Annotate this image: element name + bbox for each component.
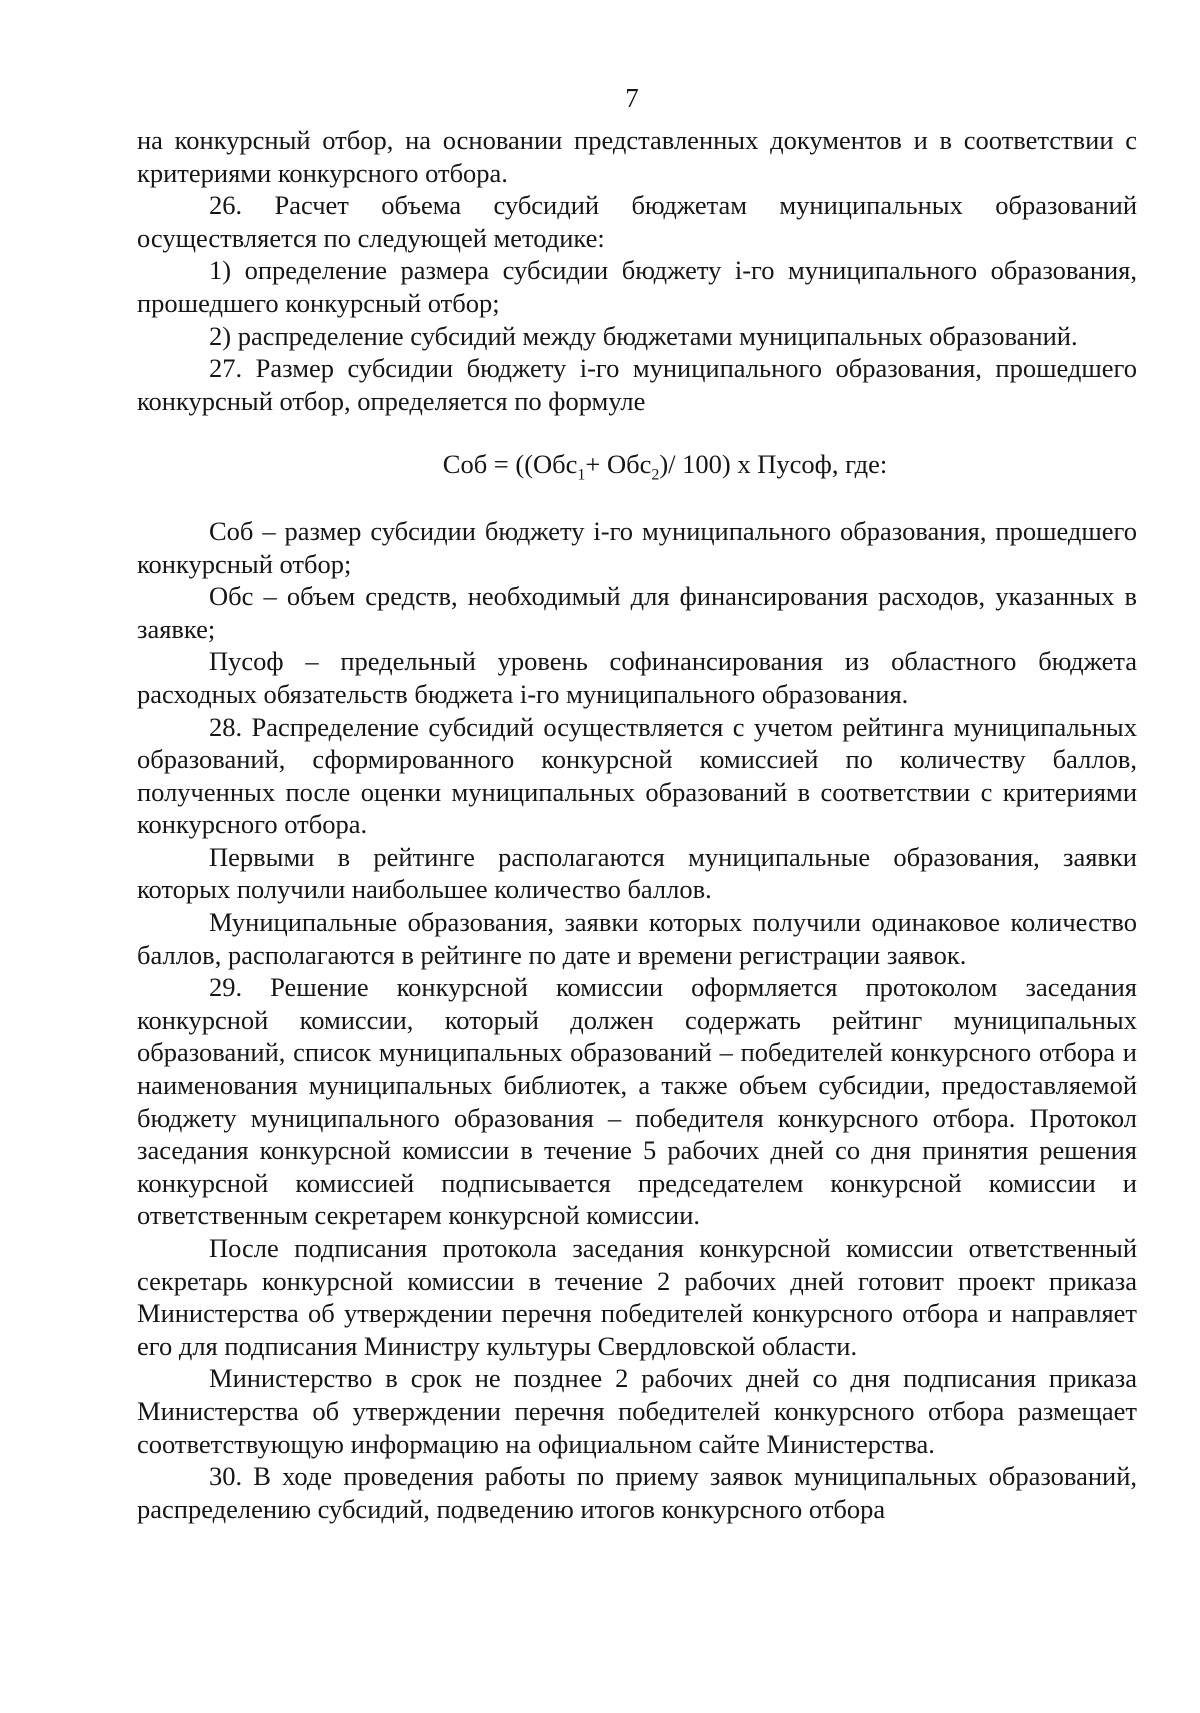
paragraph-after-signing: После подписания протокола заседания конкурсной комиссии ответственный секретарь конкурсной комиссии в течение 2 рабочих дней готовит проект приказа Министерства об утверждении перечня победителей конкурсного отбора и направляет его для подписания Министру культуры Свердловской области. (137, 1233, 1137, 1361)
formula-part-lhs: Соб = ((Обс (442, 449, 578, 480)
formula-subscript-1: 1 (577, 466, 586, 484)
paragraph-29: 29. Решение конкурсной комиссии оформляется протоколом заседания конкурсной комиссии, который должен содержать рейтинг муниципальных образований, список муниципальных образований – победителей конкурсного отбора и наименования муниципальных библиотек, а также объем субсидии, предоставляемой бюджету муниципального образования – победителя конкурсного отбора. Протокол заседания конкурсной комиссии в течение 5 рабочих дней со дня принятия решения конкурсной комиссией подписывается председателем конкурсной комиссии и ответственным секретарем конкурсной комиссии. (137, 972, 1137, 1231)
paragraph-continuation: на конкурсный отбор, на основании представленных документов и в соответствии с критериями конкурсного отбора. (137, 125, 1137, 188)
subsidy-formula (137, 448, 1137, 484)
paragraph-28: 28. Распределение субсидий осуществляется с учетом рейтинга муниципальных образований, сформированного конкурсной комиссией по количеству баллов, полученных после оценки муниципальных образований в соответствии с критериями конкурсного отбора. (137, 711, 1137, 840)
formula-subscript-2: 2 (651, 466, 660, 484)
formula-part-rhs: )/ 100) x Пусоф, где: (659, 449, 888, 480)
page-number: 7 (625, 83, 639, 113)
definition-obs: Обс – объем средств, необходимый для финансирования расходов, указанных в заявке; (137, 581, 1137, 644)
document-body (137, 124, 1137, 1525)
paragraph-26-item-2: 2) распределение субсидий между бюджетами муниципальных образований. (209, 320, 1078, 351)
paragraph-26: 26. Расчет объема субсидий бюджетам муниципальных образований осуществляется по следующей методике: (137, 190, 1137, 253)
definition-pusof: Пусоф – предельный уровень софинансирования из областного бюджета расходных обязательств бюджета i-го муниципального образования. (137, 646, 1137, 709)
paragraph-27: 27. Размер субсидии бюджету i-го муниципального образования, прошедшего конкурсный отбор, определяется по формуле (137, 353, 1137, 416)
paragraph-26-item-1: 1) определение размера субсидии бюджету i-го муниципального образования, прошедшего конкурсный отбор; (137, 255, 1137, 318)
formula-part-mid: + Обс (585, 449, 652, 480)
paragraph-30: 30. В ходе проведения работы по приему заявок муниципальных образований, распределению субсидий, подведению итогов конкурсного отбора (137, 1461, 1137, 1524)
paragraph-rating-tie: Муниципальные образования, заявки которых получили одинаковое количество баллов, располагаются в рейтинге по дате и времени регистрации заявок. (137, 907, 1137, 970)
paragraph-ministry-publication: Министерство в срок не позднее 2 рабочих дней со дня подписания приказа Министерства об утверждении перечня победителей конкурсного отбора размещает соответствующую информацию на официальном сайте Министерства. (137, 1363, 1137, 1459)
paragraph-rating-first: Первыми в рейтинге располагаются муниципальные образования, заявки которых получили наибольшее количество баллов. (137, 841, 1137, 905)
definition-sob: Соб – размер субсидии бюджету i-го муниципального образования, прошедшего конкурсный отбор; (137, 515, 1137, 579)
